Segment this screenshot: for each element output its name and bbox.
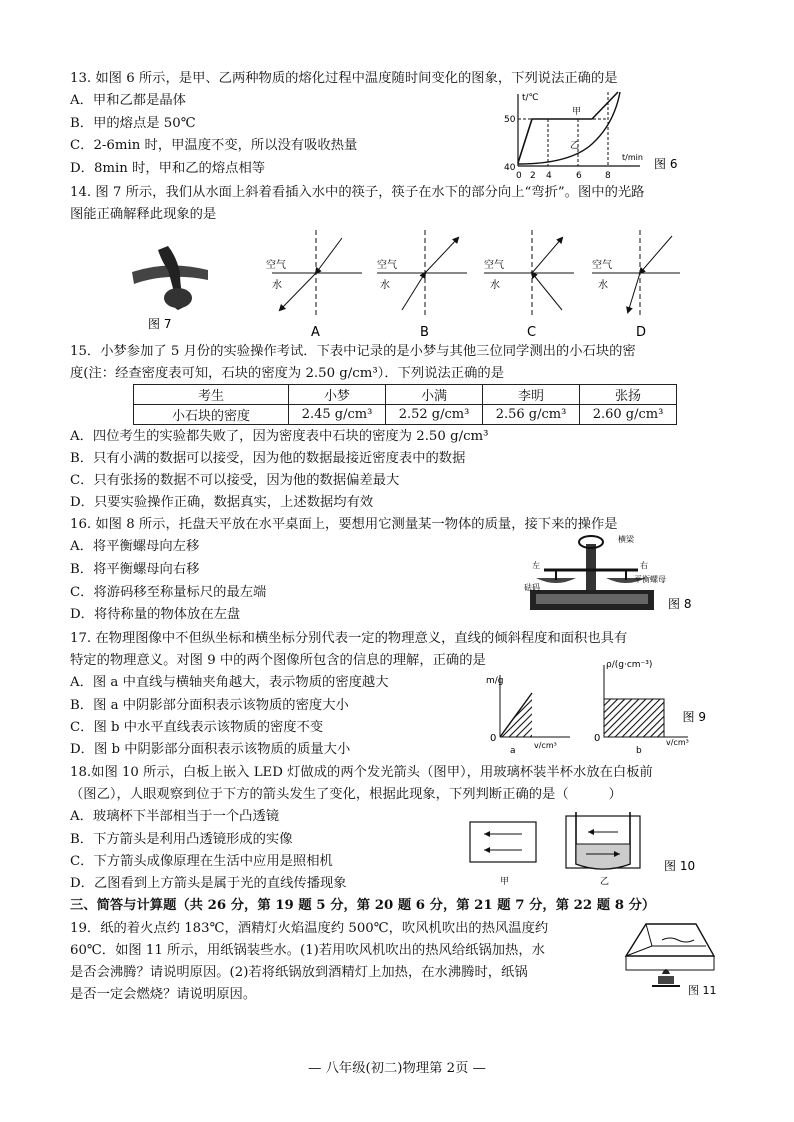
option-d-label: D bbox=[636, 325, 647, 340]
fig6-y-label: t/℃ bbox=[522, 93, 539, 103]
q13-option-a: A．甲和乙都是晶体 bbox=[70, 93, 186, 108]
fig6-caption: 图 6 bbox=[654, 157, 678, 171]
table-header: 张扬 bbox=[580, 385, 677, 405]
q17-option-b: B．图 a 中阴影部分面积表示该物质的密度大小 bbox=[70, 698, 349, 713]
q18-option-a: A．玻璃杯下半部相当于一个凸透镜 bbox=[70, 809, 280, 824]
figure-6-graph bbox=[490, 88, 690, 180]
fig11-caption: 图 11 bbox=[688, 984, 717, 997]
table-header-row bbox=[134, 385, 677, 405]
table-cell: 2.52 g/cm³ bbox=[386, 405, 483, 425]
q15-stem: 15．小梦参加了 5 月份的实验操作考试．下表中记录的是小梦与其他三位同学测出的小石块的密 bbox=[70, 344, 636, 359]
option-c-label: C bbox=[527, 325, 537, 340]
q17-stem-cont: 特定的物理意义。对图 9 中的两个图像所包含的信息的理解，正确的是 bbox=[70, 653, 486, 668]
fig7-caption: 图 7 bbox=[148, 317, 172, 331]
table-cell: 2.60 g/cm³ bbox=[580, 405, 677, 425]
q16-option-b: B．将平衡螺母向右移 bbox=[70, 562, 200, 577]
option-d-water: 水 bbox=[598, 280, 608, 291]
q16-option-a: A．将平衡螺母向左移 bbox=[70, 539, 200, 554]
option-b-air: 空气 bbox=[377, 260, 397, 271]
fig6-x-label: t/min bbox=[622, 153, 643, 162]
q15-option-b: B．只有小满的数据可以接受，因为他的数据最接近密度表中的数据 bbox=[70, 451, 466, 466]
fig6-tick-8: 8 bbox=[605, 171, 611, 180]
page-footer: — 八年级(初二)物理第 2页 — bbox=[308, 1061, 486, 1076]
table-row bbox=[134, 405, 677, 425]
fig6-tick-50: 50 bbox=[504, 115, 516, 125]
option-d-diagram bbox=[592, 230, 680, 340]
q19-stem-cont3: 是否一定会燃烧？请说明原因。 bbox=[70, 987, 257, 1002]
option-a-label: A bbox=[311, 325, 320, 340]
q16-option-d: D．将待称量的物体放在左盘 bbox=[70, 607, 241, 622]
fig10-jia-label: 甲 bbox=[500, 877, 510, 887]
table-cell: 2.45 g/cm³ bbox=[289, 405, 386, 425]
table-header: 小梦 bbox=[289, 385, 386, 405]
q18-option-c: C．下方箭头成像原理在生活中应用是照相机 bbox=[70, 854, 333, 869]
q13-option-c: C．2-6min 时，甲温度不变，所以没有吸收热量 bbox=[70, 138, 358, 153]
q16-stem: 16. 如图 8 所示，托盘天平放在水平桌面上，要想用它测量某一物体的质量，接下来的操作是 bbox=[70, 517, 618, 532]
q18-option-b: B．下方箭头是利用凸透镜形成的实像 bbox=[70, 832, 293, 847]
fig9-caption: 图 9 bbox=[682, 710, 706, 724]
section-3-heading: 三、简答与计算题（共 26 分，第 19 题 5 分，第 20 题 6 分，第 21 题 7 分，第 22 题 8 分） bbox=[70, 898, 656, 913]
table-header: 考生 bbox=[134, 385, 289, 405]
q17-option-a: A．图 a 中直线与横轴夹角越大，表示物质的密度越大 bbox=[70, 675, 389, 690]
fig9a-y-label: m/g bbox=[486, 676, 504, 686]
density-table bbox=[133, 384, 677, 425]
option-b-water: 水 bbox=[380, 280, 390, 291]
fig6-tick-2: 2 bbox=[530, 171, 536, 180]
figure-10-arrows-glass bbox=[466, 808, 702, 888]
q13-stem: 13. 如图 6 所示，是甲、乙两种物质的熔化过程中温度随时间变化的图象，下列说法正确的是 bbox=[70, 71, 618, 86]
fig10-caption: 图 10 bbox=[664, 859, 696, 873]
fig10-yi-label: 乙 bbox=[600, 877, 610, 887]
q18-stem-cont: （图乙），人眼观察到位于下方的箭头发生了变化，根据此现象，下列判断正确的是（ ） bbox=[70, 787, 622, 802]
option-d-air: 空气 bbox=[592, 260, 612, 271]
fig8-caption: 图 8 bbox=[668, 597, 692, 611]
q19-stem-cont2: 是否会沸腾？请说明原因。(2)若将纸锅放到酒精灯上加热，在水沸腾时，纸锅 bbox=[70, 965, 528, 980]
fig6-jia-label: 甲 bbox=[572, 107, 582, 117]
figure-7-ray-diagrams bbox=[262, 228, 682, 342]
fig8-beam-label: 横梁 bbox=[618, 535, 634, 544]
q14-stem-cont: 图能正确解释此现象的是 bbox=[70, 207, 217, 222]
figure-9-graphs bbox=[470, 655, 710, 755]
q14-stem: 14. 图 7 所示，我们从水面上斜着看插入水中的筷子，筷子在水下的部分向上“弯折”。图中的光路 bbox=[70, 185, 645, 200]
fig8-nut-label: 平衡螺母 bbox=[634, 575, 666, 584]
q16-option-c: C．将游码移至称量标尺的最左端 bbox=[70, 585, 267, 600]
fig9b-x-label: v/cm³ bbox=[666, 738, 689, 747]
fig9b-origin: 0 bbox=[594, 733, 601, 744]
q18-stem: 18.如图 10 所示，白板上嵌入 LED 灯做成的两个发光箭头（图甲），用玻璃杯装半杯水放在白板前 bbox=[70, 765, 653, 780]
option-c-air: 空气 bbox=[484, 260, 504, 271]
fig9a-label: a bbox=[510, 746, 516, 755]
option-b-label: B bbox=[420, 325, 429, 340]
q15-option-c: C．只有张扬的数据不可以接受，因为他的数据偏差最大 bbox=[70, 473, 400, 488]
q17-option-c: C．图 b 中水平直线表示该物质的密度不变 bbox=[70, 720, 324, 735]
table-cell: 小石块的密度 bbox=[134, 405, 289, 425]
figure-7-photo bbox=[128, 232, 218, 332]
option-a-air: 空气 bbox=[266, 260, 286, 271]
q13-option-d: D．8min 时，甲和乙的熔点相等 bbox=[70, 161, 266, 176]
q17-option-d: D．图 b 中阴影部分面积表示该物质的质量大小 bbox=[70, 742, 351, 757]
q19-stem-cont: 60℃．如图 11 所示，用纸锅装些水。(1)若用吹风机吹出的热风给纸锅加热，水 bbox=[70, 943, 545, 958]
option-a-diagram bbox=[266, 230, 362, 340]
q15-option-a: A．四位考生的实验都失败了，因为密度表中石块的密度为 2.50 g/cm³ bbox=[70, 429, 489, 444]
fig8-right-label: 右 bbox=[640, 561, 648, 570]
fig8-left-label: 左 bbox=[532, 561, 540, 570]
q15-option-d: D．只要实验操作正确，数据真实，上述数据均有效 bbox=[70, 495, 374, 510]
q19-stem: 19．纸的着火点约 183℃，酒精灯火焰温度约 500℃，吹风机吹出的热风温度约 bbox=[70, 921, 549, 936]
table-cell: 2.56 g/cm³ bbox=[483, 405, 580, 425]
fig8-weight-label: 砝码 bbox=[524, 583, 540, 592]
table-header: 小满 bbox=[386, 385, 483, 405]
q17-stem: 17. 在物理图像中不但纵坐标和横坐标分别代表一定的物理意义，直线的倾斜程度和面积也具有 bbox=[70, 631, 628, 646]
fig6-tick-6: 6 bbox=[576, 171, 582, 180]
q15-stem-cont: 度(注：经查密度表可知，石块的密度为 2.50 g/cm³）．下列说法正确的是 bbox=[70, 366, 504, 381]
option-a-water: 水 bbox=[272, 280, 282, 291]
table-header: 李明 bbox=[483, 385, 580, 405]
fig6-tick-4: 4 bbox=[546, 171, 552, 180]
fig9b-y-label: ρ/(g·cm⁻³) bbox=[606, 660, 653, 670]
fig6-tick-40: 40 bbox=[504, 163, 516, 173]
q18-option-d: D．乙图看到上方箭头是属于光的直线传播现象 bbox=[70, 876, 347, 891]
fig9b-label: b bbox=[636, 746, 642, 755]
fig9a-origin: 0 bbox=[490, 733, 497, 744]
option-b-diagram bbox=[377, 230, 467, 340]
fig9a-x-label: v/cm³ bbox=[534, 741, 557, 750]
figure-8-balance bbox=[522, 530, 702, 614]
option-c-water: 水 bbox=[490, 280, 500, 291]
figure-11-paper-pot bbox=[622, 912, 726, 998]
fig6-yi-label: 乙 bbox=[570, 141, 580, 151]
fig6-tick-0: 0 bbox=[516, 171, 522, 180]
q13-option-b: B．甲的熔点是 50℃ bbox=[70, 116, 196, 131]
option-c-diagram bbox=[484, 230, 574, 340]
